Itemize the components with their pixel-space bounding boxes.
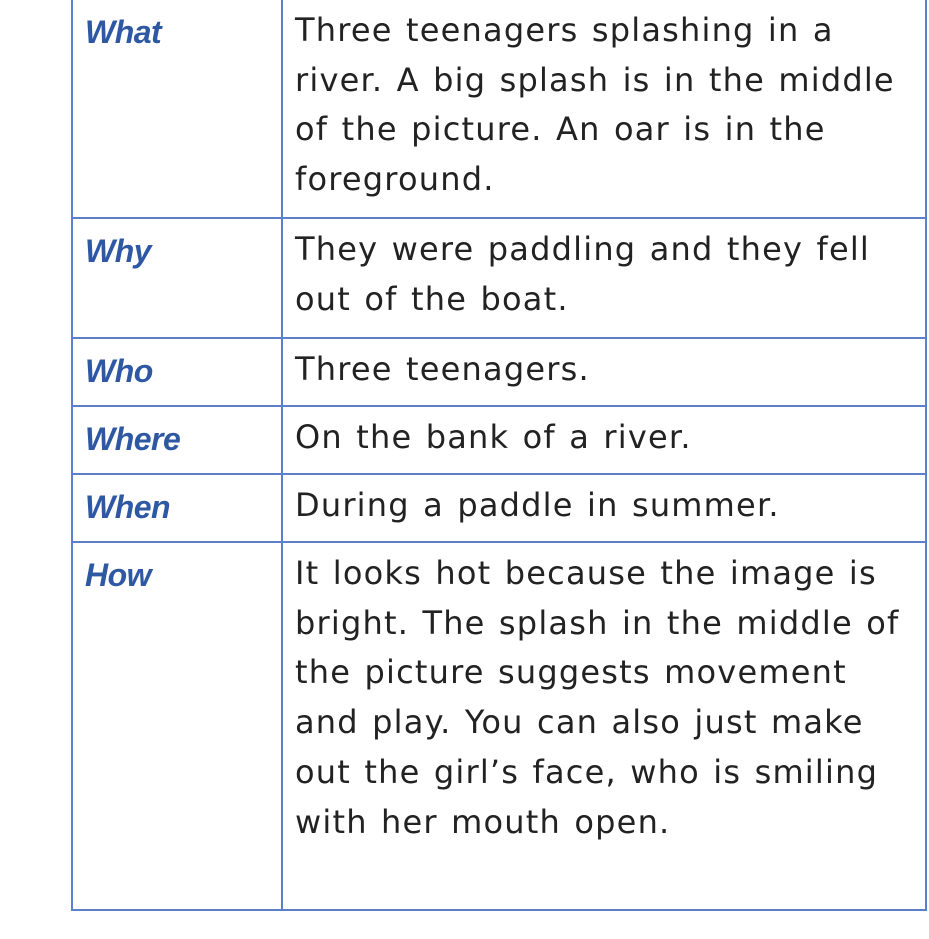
five-w-table bbox=[71, 0, 927, 911]
table-row-what bbox=[72, 0, 926, 218]
row-text-how: It looks hot because the image is bright. The splash in the middle of the picture suggests movement and play. You can also just make out the girl’s face, who is smiling with her mouth open. bbox=[282, 542, 926, 910]
row-text-why: They were paddling and they fell out of the boat. bbox=[282, 218, 926, 338]
row-text-who: Three teenagers. bbox=[282, 338, 926, 406]
five-w-table-container bbox=[71, 0, 927, 911]
row-label-where: Where bbox=[72, 406, 282, 474]
row-text-where: On the bank of a river. bbox=[282, 406, 926, 474]
table-row-who bbox=[72, 338, 926, 406]
row-label-when: When bbox=[72, 474, 282, 542]
table-row-why bbox=[72, 218, 926, 338]
row-label-how: How bbox=[72, 542, 282, 910]
table-row-when bbox=[72, 474, 926, 542]
row-label-what: What bbox=[72, 0, 282, 218]
table-row-how bbox=[72, 542, 926, 910]
row-label-why: Why bbox=[72, 218, 282, 338]
row-text-what: Three teenagers splashing in a river. A big splash is in the middle of the picture. An oar is in the foreground. bbox=[282, 0, 926, 218]
row-text-when: During a paddle in summer. bbox=[282, 474, 926, 542]
row-label-who: Who bbox=[72, 338, 282, 406]
table-row-where bbox=[72, 406, 926, 474]
